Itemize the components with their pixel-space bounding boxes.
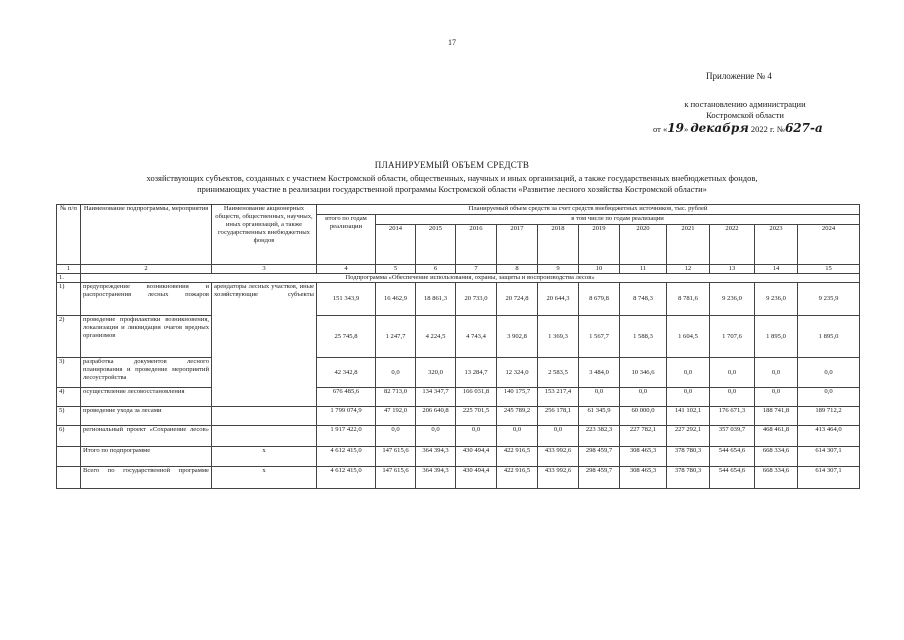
cell-value: 147 615,6: [376, 467, 416, 489]
cell-value: 227 292,1: [667, 426, 710, 447]
cell-value: 676 485,6: [317, 388, 376, 407]
cell-value: 544 654,6: [710, 447, 755, 467]
cell-value: 1 604,5: [667, 316, 710, 358]
cell-value: 18 861,3: [416, 283, 456, 316]
table-row: [57, 426, 860, 447]
cell-value: 25 745,8: [317, 316, 376, 358]
cell-value: 245 789,2: [497, 407, 538, 426]
cell-value: 9 236,0: [755, 283, 798, 316]
org-empty: [212, 407, 317, 426]
cell-value: 4 612 415,0: [317, 447, 376, 467]
cell-value: 0,0: [798, 358, 860, 388]
column-number: 10: [579, 265, 620, 274]
cell-value: 225 701,5: [456, 407, 497, 426]
cell-value: 134 347,7: [416, 388, 456, 407]
cell-value: 308 465,3: [620, 447, 667, 467]
approval-line-1: к постановлению администрации: [684, 99, 806, 109]
cell-value: 0,0: [667, 388, 710, 407]
cell-value: 166 031,8: [456, 388, 497, 407]
cell-value: 16 462,9: [376, 283, 416, 316]
cell-value: 357 039,7: [710, 426, 755, 447]
header-year: 2016: [456, 225, 497, 265]
cell-value: 378 780,3: [667, 467, 710, 489]
cell-value: 0,0: [579, 388, 620, 407]
document-subtitle-2: принимающих участие в реализации государственной программы Костромской области «Развитие лесного хозяйства Костромской области»: [197, 184, 707, 194]
cell-value: 2 583,5: [538, 358, 579, 388]
cell-value: 544 654,6: [710, 467, 755, 489]
column-number: 1: [57, 265, 81, 274]
cell-value: 176 671,3: [710, 407, 755, 426]
cell-value: 0,0: [620, 388, 667, 407]
cell-value: 298 459,7: [579, 447, 620, 467]
cell-value: 61 345,9: [579, 407, 620, 426]
column-number: 6: [416, 265, 456, 274]
row-name: предупреждение возникновения и распространения лесных пожаров: [81, 283, 212, 316]
cell-value: 151 343,9: [317, 283, 376, 316]
cell-value: 1 917 422,0: [317, 426, 376, 447]
cell-value: 9 236,0: [710, 283, 755, 316]
cell-value: 430 494,4: [456, 467, 497, 489]
total-org: х: [212, 467, 317, 489]
cell-value: 3 902,8: [497, 316, 538, 358]
column-number: 12: [667, 265, 710, 274]
cell-value: 0,0: [416, 426, 456, 447]
cell-value: 0,0: [456, 426, 497, 447]
subtotal-label: Итого по подпрограмме: [81, 447, 212, 467]
cell-value: 60 000,0: [620, 407, 667, 426]
header-year: 2020: [620, 225, 667, 265]
row-num: 5): [57, 407, 81, 426]
table-row: [57, 388, 860, 407]
row-name: проведение ухода за лесами: [81, 407, 212, 426]
approval-line-2: Костромской области: [706, 110, 784, 120]
row-num: 6): [57, 426, 81, 447]
cell-value: 0,0: [376, 426, 416, 447]
cell-value: 0,0: [667, 358, 710, 388]
column-number: 5: [376, 265, 416, 274]
cell-value: 8 679,8: [579, 283, 620, 316]
cell-value: 1 247,7: [376, 316, 416, 358]
cell-value: 8 748,3: [620, 283, 667, 316]
header-year: 2023: [755, 225, 798, 265]
cell-value: 0,0: [755, 358, 798, 388]
approval-date-line: [653, 121, 823, 135]
cell-value: 1 799 074,9: [317, 407, 376, 426]
column-number: 13: [710, 265, 755, 274]
cell-value: 189 712,2: [798, 407, 860, 426]
header-org: Наименование акционерных обществ, общественных, научных, иных организаций, а также государственных внебюджетных фондов: [212, 205, 317, 265]
cell-value: 3 484,0: [579, 358, 620, 388]
cell-value: 0,0: [376, 358, 416, 388]
section-row: [57, 274, 860, 283]
date-mid: »: [683, 124, 691, 134]
column-number: 3: [212, 265, 317, 274]
header-year: 2021: [667, 225, 710, 265]
row-name: проведение профилактики возникновения, локализация и ликвидация очагов вредных организмов: [81, 316, 212, 358]
subtotal-num: [57, 447, 81, 467]
cell-value: 0,0: [755, 388, 798, 407]
cell-value: 0,0: [497, 426, 538, 447]
cell-value: 433 992,6: [538, 447, 579, 467]
cell-value: 140 175,7: [497, 388, 538, 407]
date-year: 2022 г. №: [748, 124, 785, 134]
cell-value: 433 992,6: [538, 467, 579, 489]
header-num: № п/п: [57, 205, 81, 265]
column-number: 2: [81, 265, 212, 274]
header-year: 2015: [416, 225, 456, 265]
cell-value: 0,0: [710, 388, 755, 407]
cell-value: 12 324,0: [497, 358, 538, 388]
cell-value: 668 334,6: [755, 447, 798, 467]
cell-value: 256 178,1: [538, 407, 579, 426]
cell-value: 4 743,4: [456, 316, 497, 358]
cell-value: 364 394,3: [416, 447, 456, 467]
column-number: 15: [798, 265, 860, 274]
row-num: 2): [57, 316, 81, 358]
table-row: [57, 358, 860, 388]
cell-value: 430 494,4: [456, 447, 497, 467]
cell-value: 378 780,3: [667, 447, 710, 467]
table-row: [57, 316, 860, 358]
column-number: 14: [755, 265, 798, 274]
appendix-title: Приложение № 4: [706, 71, 772, 81]
subtotal-row: [57, 447, 860, 467]
cell-value: 13 284,7: [456, 358, 497, 388]
cell-value: 422 916,5: [497, 467, 538, 489]
header-year: 2024: [798, 225, 860, 265]
cell-value: 1 588,3: [620, 316, 667, 358]
header-year: 2019: [579, 225, 620, 265]
document-subtitle-1: хозяйствующих субъектов, созданных с участием Костромской области, общественных, научных и иных организаций, а также государственных внебюджетных фондов,: [146, 173, 758, 183]
cell-value: 82 713,0: [376, 388, 416, 407]
row-num: 1): [57, 283, 81, 316]
page-number: 17: [448, 38, 456, 47]
handwritten-month: декабря: [690, 121, 749, 135]
cell-value: 141 102,1: [667, 407, 710, 426]
cell-value: 1 707,6: [710, 316, 755, 358]
cell-value: 614 307,1: [798, 447, 860, 467]
org-name: арендаторы лесных участков, иные хозяйствующие субъекты: [212, 283, 317, 407]
column-number: 11: [620, 265, 667, 274]
document-title: ПЛАНИРУЕМЫЙ ОБЪЕМ СРЕДСТВ: [374, 160, 530, 170]
cell-value: 0,0: [798, 388, 860, 407]
row-name: разработка документов лесного планирования и проведение мероприятий лесоустройства: [81, 358, 212, 388]
cell-value: 227 782,1: [620, 426, 667, 447]
header-planned: Планируемый объем средств за счет средств внебюджетных источников, тыс. рублей: [317, 205, 860, 215]
date-prefix: от «: [653, 124, 668, 134]
cell-value: 206 640,8: [416, 407, 456, 426]
cell-value: 8 781,6: [667, 283, 710, 316]
cell-value: 320,0: [416, 358, 456, 388]
cell-value: 668 334,6: [755, 467, 798, 489]
total-label: Всего по государственной программе: [81, 467, 212, 489]
cell-value: 468 461,8: [755, 426, 798, 447]
column-number: 8: [497, 265, 538, 274]
row-num: 3): [57, 358, 81, 388]
handwritten-number: 627-а: [784, 121, 823, 135]
cell-value: 1 895,0: [755, 316, 798, 358]
cell-value: 4 224,5: [416, 316, 456, 358]
cell-value: 147 615,6: [376, 447, 416, 467]
cell-value: 298 459,7: [579, 467, 620, 489]
cell-value: 0,0: [538, 426, 579, 447]
cell-value: 422 916,5: [497, 447, 538, 467]
row-name: осуществление лесовосстановления: [81, 388, 212, 407]
table-row: [57, 283, 860, 316]
cell-value: 153 217,4: [538, 388, 579, 407]
column-number: 7: [456, 265, 497, 274]
row-num: 4): [57, 388, 81, 407]
column-number: 4: [317, 265, 376, 274]
cell-value: 223 382,3: [579, 426, 620, 447]
cell-value: 20 733,0: [456, 283, 497, 316]
cell-value: 0,0: [710, 358, 755, 388]
funding-table: [56, 204, 860, 489]
total-num: [57, 467, 81, 489]
header-year: 2014: [376, 225, 416, 265]
cell-value: 20 644,3: [538, 283, 579, 316]
cell-value: 9 235,9: [798, 283, 860, 316]
cell-value: 1 567,7: [579, 316, 620, 358]
cell-value: 188 741,8: [755, 407, 798, 426]
subtotal-org: х: [212, 447, 317, 467]
cell-value: 42 342,8: [317, 358, 376, 388]
cell-value: 4 612 415,0: [317, 467, 376, 489]
cell-value: 20 724,8: [497, 283, 538, 316]
section-title: Подпрограмма «Обеспечение использования, охраны, защиты и воспроизводства лесов»: [81, 274, 860, 283]
row-name: региональный проект «Сохранение лесов»: [81, 426, 212, 447]
header-total: итого по годам реализации: [317, 215, 376, 265]
section-num: 1.: [57, 274, 81, 283]
cell-value: 308 465,3: [620, 467, 667, 489]
table-row: [57, 407, 860, 426]
cell-value: 364 394,3: [416, 467, 456, 489]
header-by-year: в том числе по годам реализации: [376, 215, 860, 225]
cell-value: 614 307,1: [798, 467, 860, 489]
header-year: 2018: [538, 225, 579, 265]
cell-value: 47 192,0: [376, 407, 416, 426]
column-number-row: [57, 265, 860, 274]
cell-value: 1 369,3: [538, 316, 579, 358]
header-name: Наименование подпрограммы, мероприятия: [81, 205, 212, 265]
header-year: 2022: [710, 225, 755, 265]
header-year: 2017: [497, 225, 538, 265]
handwritten-day: 19: [667, 121, 684, 135]
cell-value: 413 464,0: [798, 426, 860, 447]
org-empty: [212, 426, 317, 447]
column-number: 9: [538, 265, 579, 274]
cell-value: 1 895,0: [798, 316, 860, 358]
cell-value: 10 346,6: [620, 358, 667, 388]
total-row: [57, 467, 860, 489]
